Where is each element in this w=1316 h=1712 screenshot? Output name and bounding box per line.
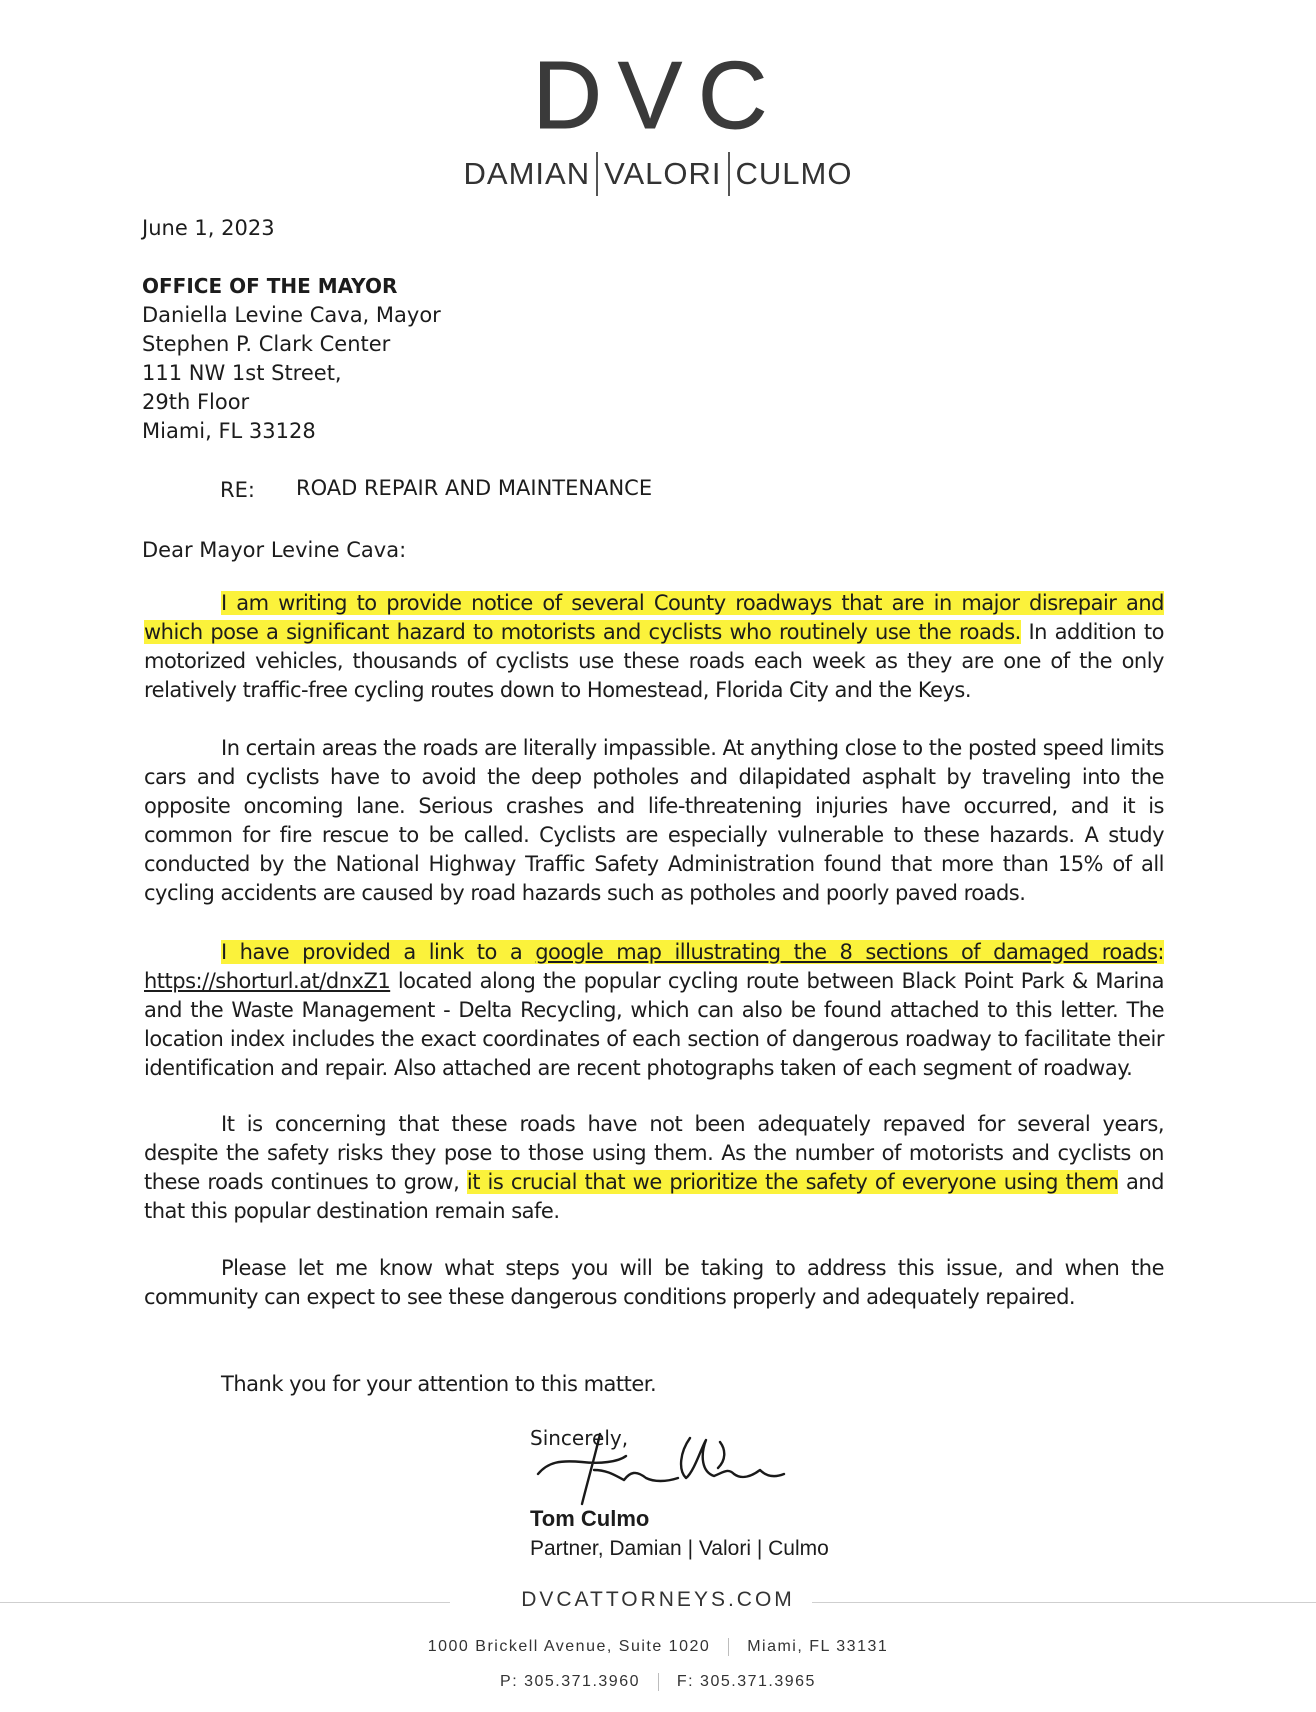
paragraph-text: and that this popular destination remain safe. <box>144 1170 1164 1223</box>
body-paragraph-5: Please let me know what steps you will be taking to address this issue, and when the community can expect to see these dangerous conditions properly and adequately repaired. <box>144 1256 1164 1309</box>
signer-title: Partner, Damian | Valori | Culmo <box>530 1537 829 1560</box>
signer-name: Tom Culmo <box>530 1506 650 1531</box>
firm-name-culmo: CULMO <box>735 156 853 191</box>
body-paragraph-1 <box>144 589 1164 705</box>
recipient-line: 29th Floor <box>142 390 250 414</box>
re-subject: ROAD REPAIR AND MAINTENANCE <box>296 476 653 500</box>
map-link[interactable]: google map illustrating the 8 sections of damaged roads <box>535 940 1158 964</box>
re-label: RE: <box>220 478 255 502</box>
firm-name-divider <box>728 152 730 196</box>
body-paragraph-4 <box>144 1110 1164 1226</box>
footer-divider <box>658 1673 659 1691</box>
paragraph-text: located along the popular cycling route between Black Point Park & Marina and the Waste Management - Delta Recycling, which can also be found attached to this letter. The location index includes the exact coordinates of each section of dangerous roadway to facilitate their identification and repair. Also attached are recent photographs taken of each segment of roadway. <box>144 969 1164 1080</box>
highlighted-text: I am writing to provide notice of several County roadways that are in major disrepair and which pose a significant hazard to motorists and cyclists who routinely use the roads. <box>144 591 1164 644</box>
body-paragraph-6: Thank you for your attention to this matter. <box>221 1372 657 1396</box>
recipient-office: OFFICE OF THE MAYOR <box>142 274 398 298</box>
letter-date: June 1, 2023 <box>142 216 275 240</box>
recipient-line: 111 NW 1st Street, <box>142 361 342 385</box>
footer-fax: F: 305.371.3965 <box>676 1673 816 1691</box>
salutation: Dear Mayor Levine Cava: <box>142 538 407 562</box>
footer-address <box>0 1638 1316 1656</box>
footer-divider <box>728 1638 729 1656</box>
footer-phone: P: 305.371.3960 <box>500 1673 640 1691</box>
closing-sincerely: Sincerely, <box>530 1426 629 1450</box>
recipient-line: Daniella Levine Cava, Mayor <box>142 303 441 327</box>
shorturl-link[interactable]: https://shorturl.at/dnxZ1 <box>144 969 391 993</box>
footer-website: DVCATTORNEYS.COM <box>521 1588 795 1611</box>
highlighted-text: it is crucial that we prioritize the safety of everyone using them <box>466 1170 1119 1194</box>
highlighted-colon: : <box>1157 940 1164 964</box>
footer-city: Miami, FL 33131 <box>747 1638 889 1656</box>
body-paragraph-2: In certain areas the roads are literally impassible. At anything close to the posted speed limits cars and cyclists have to avoid the deep potholes and dilapidated asphalt by traveling into the opposite oncoming lane. Serious crashes and life-threatening injuries have occurred, and it is common for fire rescue to be called. Cyclists are especially vulnerable to these hazards. A study conducted by the National Highway Traffic Safety Administration found that more than 15% of all cycling accidents are caused by road hazards such as potholes and poorly paved roads. <box>144 736 1164 905</box>
firm-name-damian: DAMIAN <box>463 156 591 191</box>
footer-contact <box>0 1673 1316 1691</box>
recipient-line: Miami, FL 33128 <box>142 419 316 443</box>
paragraph-text: It is concerning that these roads have not been adequately repaved for several years, despite the safety risks they pose to those using them. As the number of motorists and cyclists on these roads continues to grow, <box>144 1112 1164 1194</box>
firm-name-divider <box>596 152 598 196</box>
highlighted-text: I have provided a link to a <box>221 940 536 964</box>
firm-logo: DVC <box>532 42 784 149</box>
recipient-line: Stephen P. Clark Center <box>142 332 391 356</box>
firm-name-line <box>0 152 1316 196</box>
body-paragraph-3 <box>144 938 1164 1083</box>
firm-name-valori: VALORI <box>604 156 722 191</box>
footer-street: 1000 Brickell Avenue, Suite 1020 <box>427 1638 711 1656</box>
paragraph-text: In addition to motorized vehicles, thousands of cyclists use these roads each week as they are one of the only relatively traffic-free cycling routes down to Homestead, Florida City and the Keys. <box>144 620 1164 702</box>
